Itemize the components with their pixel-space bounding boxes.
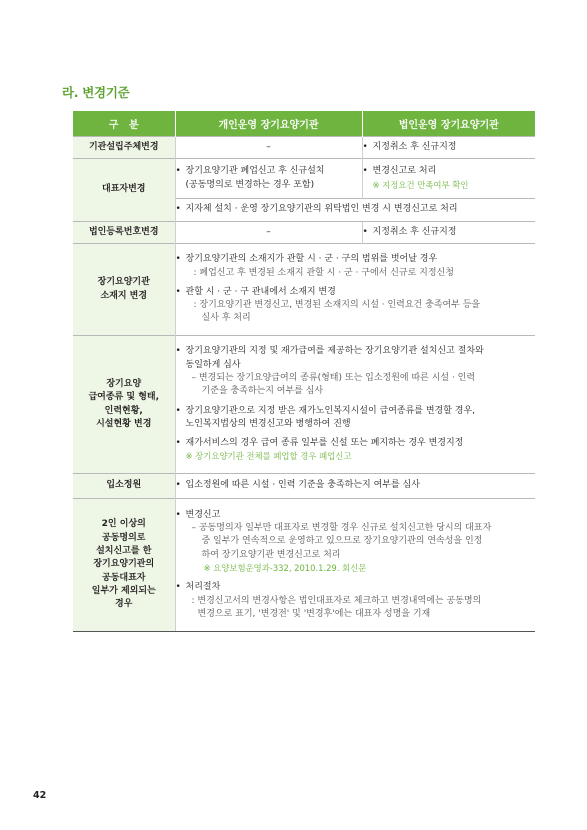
cell-merged (175, 499, 535, 632)
category-line: 시설현황 변경 (96, 418, 152, 429)
table-row (73, 474, 535, 499)
bullet-text: • 장기요양기관으로 지정 받은 재가노인복지시설이 급여종류를 변경할 경우, (176, 405, 536, 418)
table-row (73, 499, 535, 632)
note-text: ※ 지정요건 만족여부 확인 (372, 179, 469, 190)
sub-text: : 변경신고서의 변경사항은 법인대표자로 체크하고 변경내역에는 공동명의 (191, 595, 482, 606)
cell-merged (175, 199, 535, 222)
sub-text: 실사 후 처리 (201, 313, 251, 324)
bullet-text: • 지자체 설치 · 운영 장기요양기관의 위탁법인 변경 시 변경신고로 처리 (176, 203, 536, 216)
category-line: 급여종류 및 형태, (88, 392, 160, 403)
note-text: ※ 요양보험운영과-332, 2010.1.29. 회신문 (203, 563, 367, 573)
bullet-text: • 장기요양기관 폐업신고 후 신규설치 (176, 165, 362, 178)
row-category: 대표자변경 (73, 159, 175, 222)
category-line: 인력현황, (104, 405, 143, 416)
category-line: 경우 (115, 599, 133, 610)
category-line: 일부가 제외되는 (91, 585, 156, 596)
cell-merged (175, 336, 535, 474)
bullet-text: • 장기요양기관의 지정 및 재가급여를 제공하는 장기요양기관 설치신고 절차와 (176, 345, 536, 358)
cell-individual (175, 159, 362, 199)
page-number: 42 (33, 790, 47, 801)
sub-text: : 장기요양기관 변경신고, 변경된 소재지의 시설 · 인력요건 충족여부 등을 (193, 300, 481, 311)
sub-text: 변경으로 표기, '변경전' 및 '변경후'에는 대표자 성명을 기재 (197, 608, 431, 619)
category-line: 소재지 변경 (100, 290, 148, 301)
cell-individual: – (175, 137, 362, 159)
bullet-text: • 변경신고로 처리 (363, 165, 536, 178)
bullet-text: • 장기요양기관의 소재지가 관할 시 · 군 · 구의 범위를 벗어날 경우 (176, 253, 536, 266)
table-row (73, 159, 535, 199)
table-row (73, 244, 535, 336)
sub-text: – 변경되는 장기요양급여의 종류(형태) 또는 입소정원에 따른 시설 · 인력 (191, 372, 476, 383)
category-line: 공동대표자 (102, 572, 146, 583)
cell-corporate (362, 222, 535, 244)
header-individual: 개인운영 장기요양기관 (175, 111, 362, 137)
cell-merged (175, 474, 535, 499)
sub-text: – 공동명의자 일부만 대표자로 변경할 경우 신규로 설치신고한 당시의 대표자 (191, 523, 492, 534)
row-category (73, 499, 175, 632)
sub-text: : 폐업신고 후 변경된 소재지 관할 시 · 군 · 구에서 신규로 지정신청 (193, 267, 454, 278)
sub-text: 하여 장기요양기관 변경신고로 처리 (201, 549, 341, 560)
cell-individual: – (175, 222, 362, 244)
table-header-row (73, 111, 535, 137)
bullet-text: • 입소정원에 따른 시설 · 인력 기준을 충족하는지 여부를 심사 (176, 479, 536, 492)
table-row (73, 336, 535, 474)
row-category (73, 244, 175, 336)
bullet-text: • 변경신고 (176, 509, 536, 522)
bullet-text: • 지정취소 후 신규지정 (363, 141, 536, 154)
sub-text: 기준을 충족하는지 여부를 심사 (201, 386, 324, 397)
bullet-text-cont: 노인복지법상의 변경신고와 병행하여 진행 (185, 418, 351, 429)
bullet-text: • 지정취소 후 신규지정 (363, 226, 536, 239)
category-line: 설치신고를 한 (96, 546, 152, 557)
cell-merged (175, 244, 535, 336)
table-row (73, 222, 535, 244)
note-text: ※ 장기요양기관 전체를 폐업할 경우 폐업신고 (185, 451, 352, 462)
sub-text: (공동명의로 변경하는 경우 포함) (185, 179, 315, 190)
change-criteria-table (73, 111, 535, 632)
sub-text: 중 일부가 연속적으로 운영하고 있으므로 장기요양기관의 연속성을 인정 (201, 536, 483, 547)
category-line: 공동명의로 (102, 532, 146, 543)
table-row (73, 137, 535, 159)
row-category: 법인등록번호변경 (73, 222, 175, 244)
header-corporate: 법인운영 장기요양기관 (362, 111, 535, 137)
category-line: 2인 이상의 (101, 519, 146, 530)
row-category: 입소정원 (73, 474, 175, 499)
bullet-text: • 관할 시 · 군 · 구 관내에서 소재지 변경 (176, 286, 536, 299)
bullet-text: • 재가서비스의 경우 급여 종류 일부를 신설 또는 폐지하는 경우 변경지정 (176, 437, 536, 450)
bullet-text-cont: 동일하게 심사 (185, 359, 241, 370)
row-category: 기관설립주체변경 (73, 137, 175, 159)
category-line: 장기요양기관의 (93, 559, 155, 570)
row-category (73, 336, 175, 474)
category-line: 장기요양기관 (97, 277, 150, 288)
bullet-text: • 처리절차 (176, 581, 536, 594)
category-line: 장기요양 (106, 378, 142, 389)
header-category: 구 분 (73, 111, 175, 137)
section-title: 라. 변경기준 (62, 85, 130, 100)
cell-corporate (362, 159, 535, 199)
cell-corporate (362, 137, 535, 159)
